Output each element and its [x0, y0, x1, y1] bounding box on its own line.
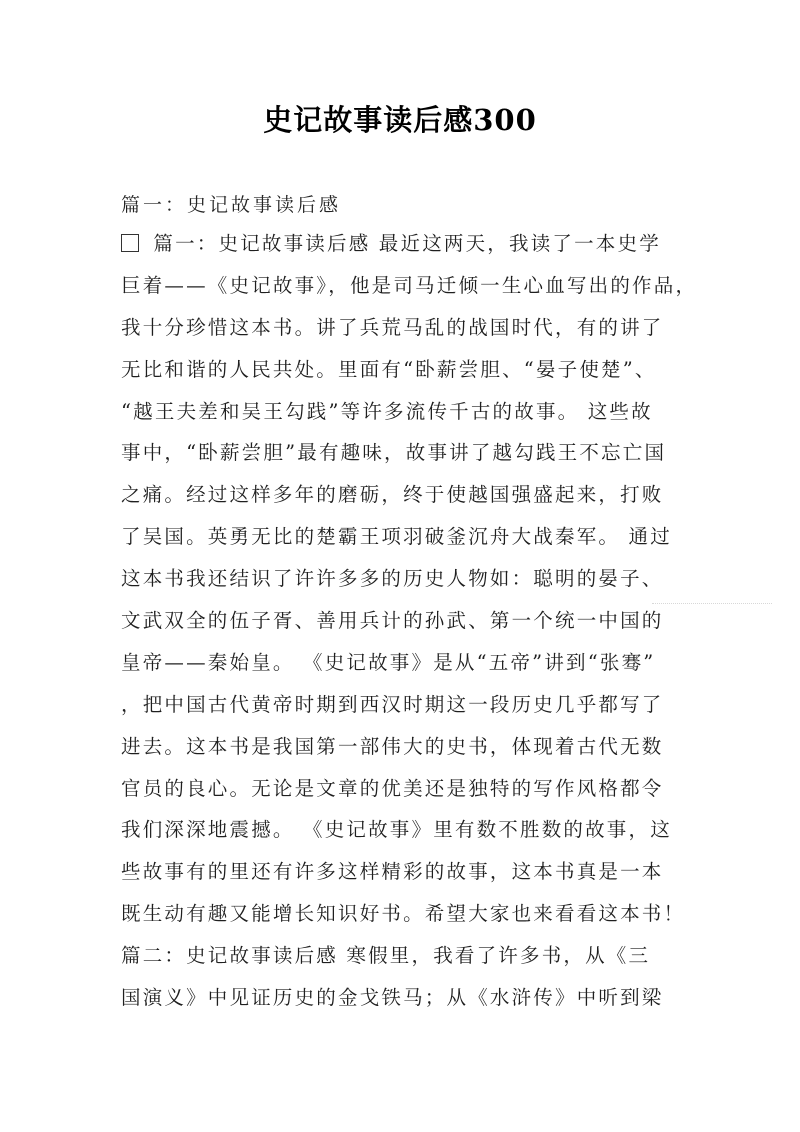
text-line: 我们深深地震撼。 《史记故事》里有数不胜数的故事，这: [121, 818, 672, 842]
text-line: 皇帝——秦始皇。 《史记故事》是从“五帝”讲到“张骞”: [121, 650, 656, 674]
text-line: 我十分珍惜这本书。讲了兵荒马乱的战国时代，有的讲了: [121, 315, 664, 339]
text-line: ，把中国古代黄帝时期到西汉时期这一段历史几乎都写了: [121, 692, 664, 716]
text-line: 事中，“卧薪尝胆”最有趣味，故事讲了越勾践王不忘亡国: [121, 441, 667, 465]
text-line: 进去。这本书是我国第一部伟大的史书，体现着古代无数: [121, 734, 664, 758]
text-line: 既生动有趣又能增长知识好书。希望大家也来看看这本书！: [121, 902, 686, 926]
text-line: 文武双全的伍子胥、善用兵计的孙武、第一个统一中国的: [121, 609, 664, 633]
dotted-divider: [652, 603, 772, 604]
document-title: 史记故事读后感300: [263, 103, 537, 137]
text-line: 巨着——《史记故事》，他是司马迁倾一生心血写出的作品，: [121, 273, 698, 297]
text-line: 官员的良心。无论是文章的优美还是独特的写作风格都令: [121, 776, 664, 800]
checkbox-glyph-icon: [121, 234, 139, 252]
text-line: 国演义》中见证历史的金戈铁马；从《水浒传》中听到梁: [121, 986, 664, 1010]
text-line: “越王夫差和吴王勾践”等许多流传千古的故事。 这些故: [121, 399, 653, 423]
section-heading: 篇一：史记故事读后感: [121, 194, 342, 216]
text-line: 篇一：史记故事读后感 最近这两天，我读了一本史学: [121, 230, 691, 272]
text-line: 无比和谐的人民共处。里面有“卧薪尝胆、“晏子使楚”、: [121, 357, 657, 381]
text-line: 了吴国。英勇无比的楚霸王项羽破釜沉舟大战秦军。 通过: [121, 525, 672, 549]
text-line: 篇二：史记故事读后感 寒假里，我看了许多书，从《三: [121, 944, 651, 968]
text-line: 之痛。经过这样多年的磨砺，终于使越国强盛起来，打败: [121, 483, 664, 507]
text-line: 这本书我还结识了许许多多的历史人物如：聪明的晏子、: [121, 567, 664, 591]
text-line: 些故事有的里还有许多这样精彩的故事，这本书真是一本: [121, 860, 664, 884]
document-body: [121, 230, 698, 1026]
